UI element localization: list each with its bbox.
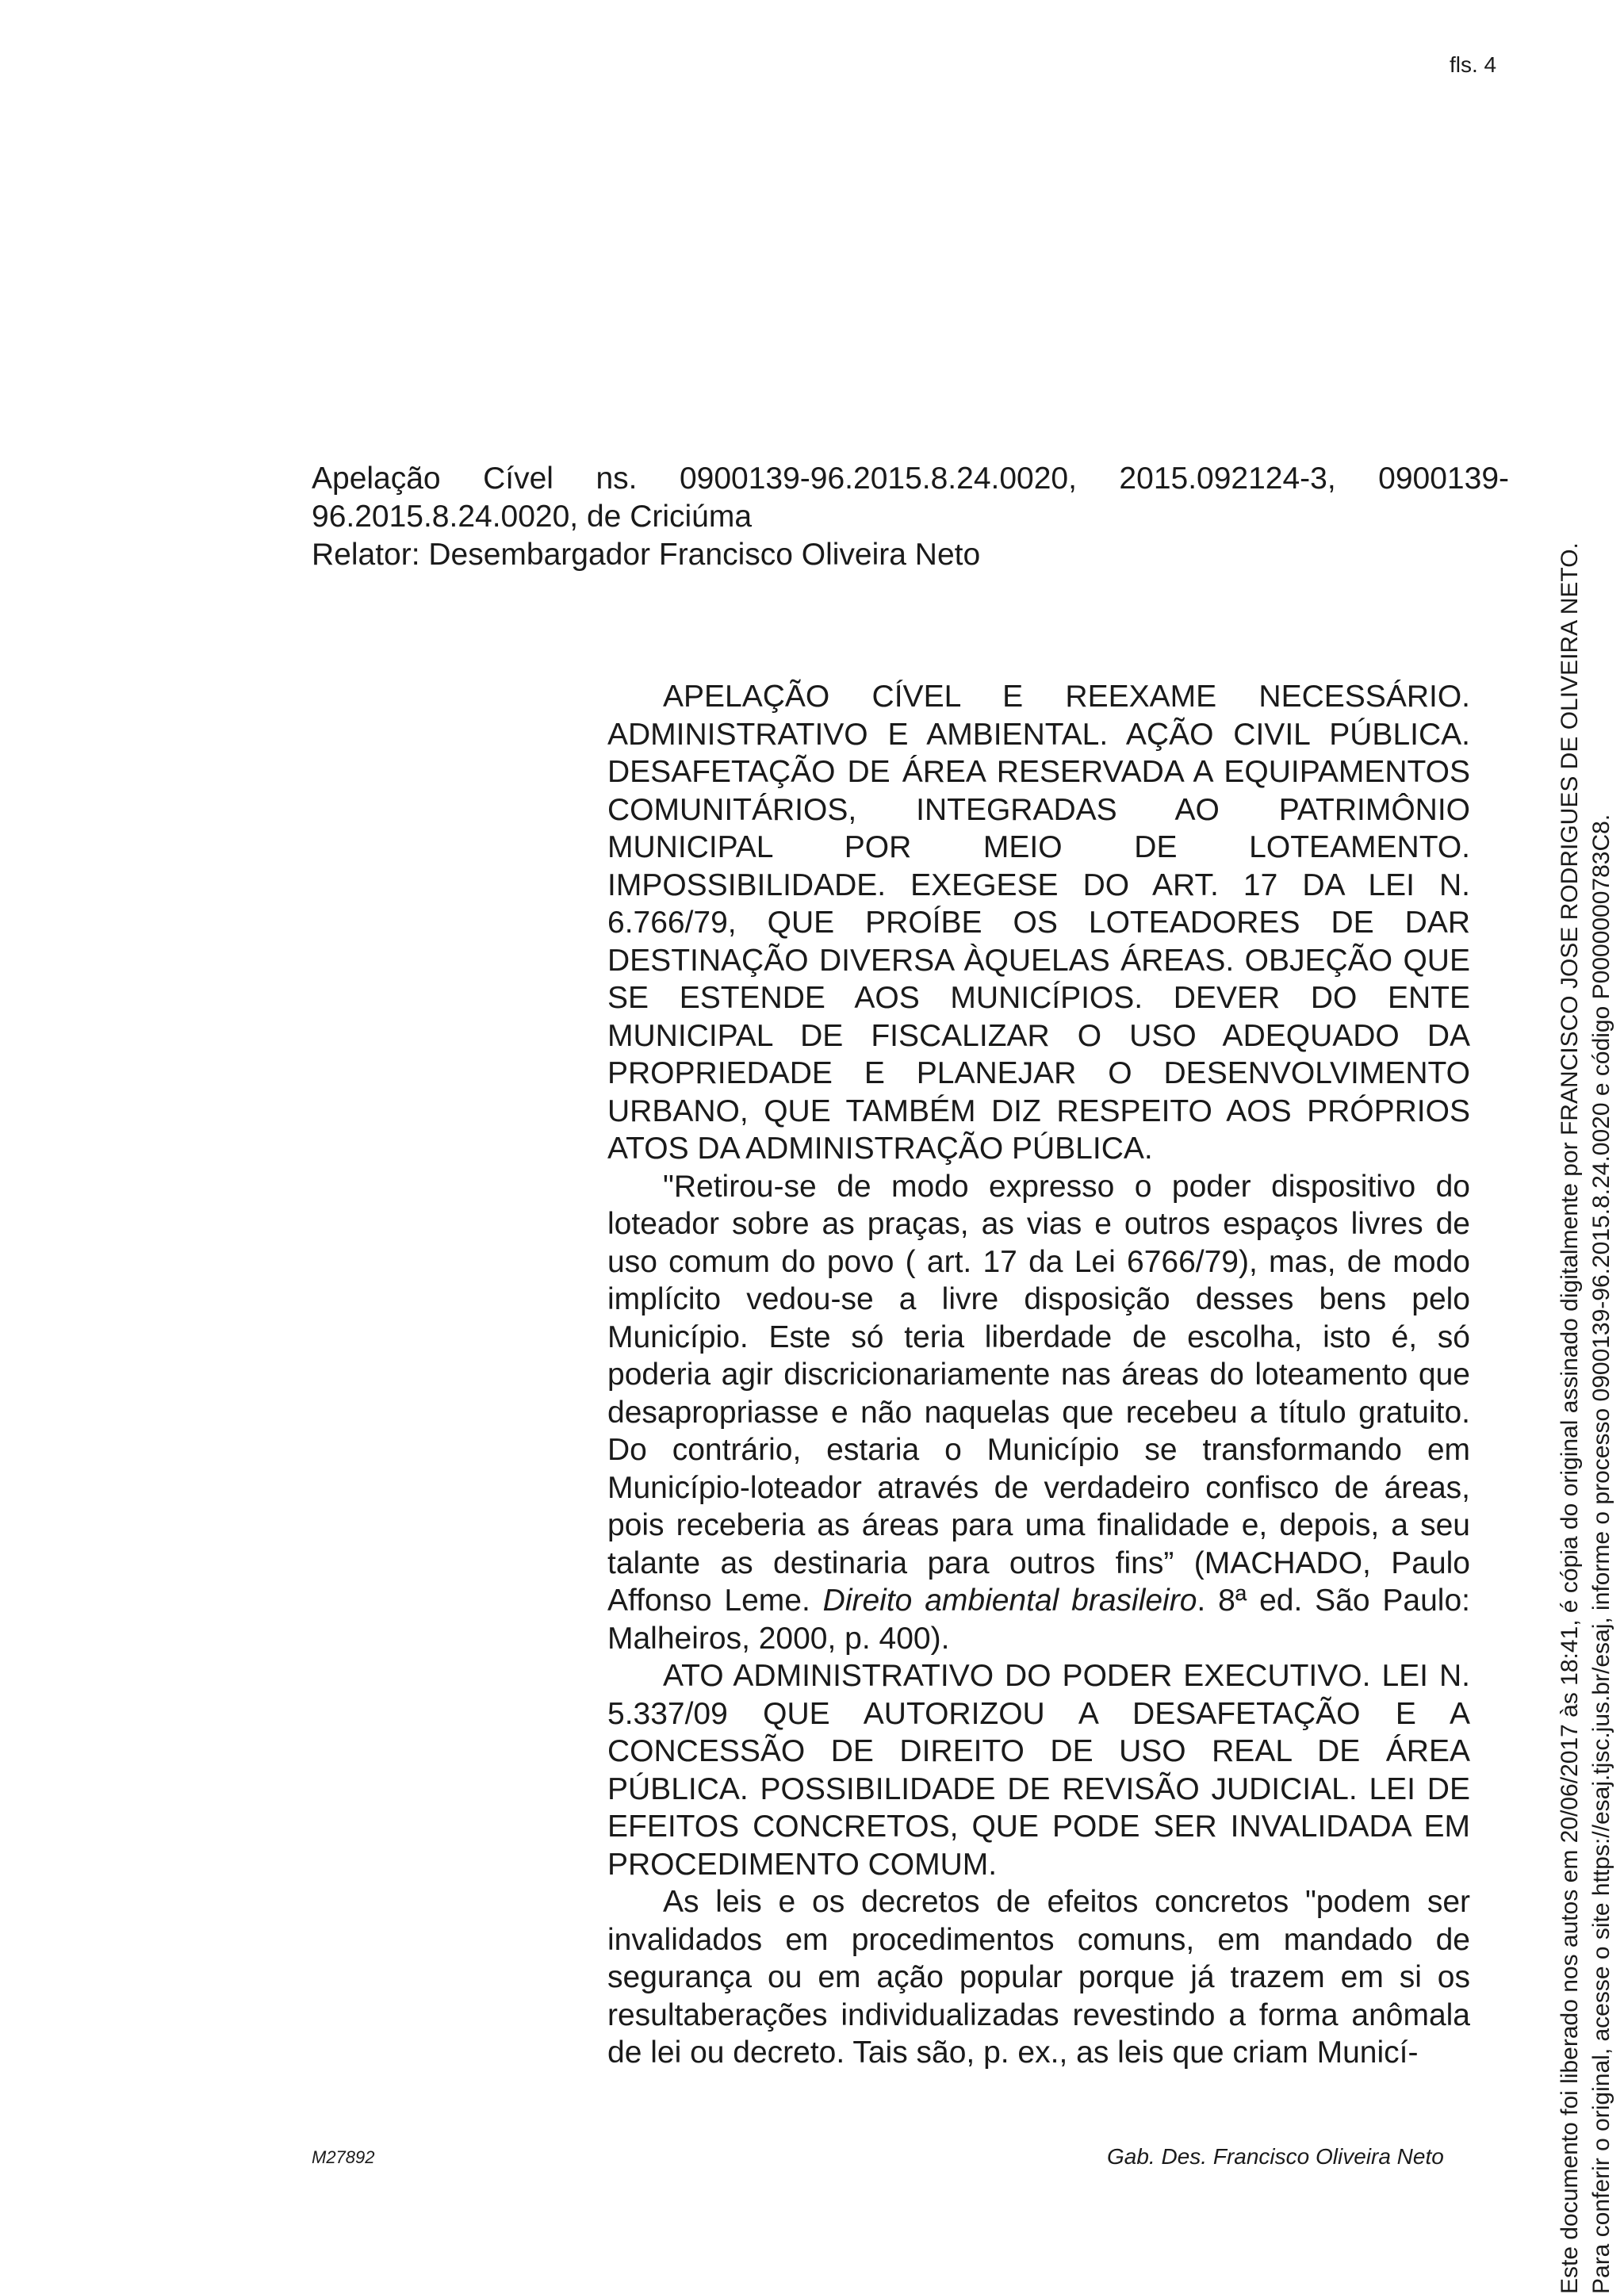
ementa-paragraph-3: ATO ADMINISTRATIVO DO PODER EXECUTIVO. LEI N. 5.337/09 QUE AUTORIZOU A DESAFETAÇÃO E A CONCESSÃO DE DIREITO DE USO REAL DE ÁREA PÚBLICA. POSSIBILIDADE DE REVISÃO JUDICIAL. LEI DE EFEITOS CONCRETOS, QUE PODE SER INVALIDADA EM PROCEDIMENTO COMUM. bbox=[607, 1659, 1470, 1882]
case-header-line-1: Apelação Cível ns. 0900139-96.2015.8.24.0020, 2015.092124-3, 0900139- bbox=[312, 461, 1509, 496]
footer-document-code: M27892 bbox=[312, 2147, 375, 2167]
ementa-paragraph-4: As leis e os decretos de efeitos concretos "podem ser invalidados em procedimentos comuns, em mandado de segurança ou em ação popular porque já trazem em si os resultaberações individualizadas revestindo a forma anômala de lei ou decreto. Tais são, p. ex., as leis que criam Municí- bbox=[607, 1885, 1470, 2070]
signature-line-1: Este documento foi liberado nos autos em 20/06/2017 às 18:41, é cópia do original assinado digitalmente por FRANCISCO JOSE RODRIGUES DE OLIVEIRA NETO. bbox=[1557, 542, 1583, 2294]
case-header-line-2: 96.2015.8.24.0020, de Criciúma bbox=[312, 500, 753, 534]
ementa-paragraph-1: APELAÇÃO CÍVEL E REEXAME NECESSÁRIO. ADMINISTRATIVO E AMBIENTAL. AÇÃO CIVIL PÚBLICA. DESAFETAÇÃO DE ÁREA RESERVADA A EQUIPAMENTOS COMUNITÁRIOS, INTEGRADAS AO PATRIMÔNIO MUNICIPAL POR MEIO DE LOTEAMENTO. IMPOSSIBILIDADE. EXEGESE DO ART. 17 DA LEI N. 6.766/79, QUE PROÍBE OS LOTEADORES DE DAR DESTINAÇÃO DIVERSA ÀQUELAS ÁREAS. OBJEÇÃO QUE SE ESTENDE AOS MUNICÍPIOS. DEVER DO ENTE MUNICIPAL DE FISCALIZAR O USO ADEQUADO DA PROPRIEDADE E PLANEJAR O DESENVOLVIMENTO URBANO, QUE TAMBÉM DIZ RESPEITO AOS PRÓPRIOS ATOS DA ADMINISTRAÇÃO PÚBLICA. bbox=[607, 680, 1470, 1166]
rapporteur-line: Relator: Desembargador Francisco Oliveira Neto bbox=[312, 538, 981, 572]
ementa-body bbox=[607, 678, 1470, 2072]
page-number: fls. 4 bbox=[1450, 52, 1497, 77]
footer-office: Gab. Des. Francisco Oliveira Neto bbox=[1107, 2144, 1444, 2169]
quote-text: "Retirou-se de modo expresso o poder dispositivo do loteador sobre as praças, as vias e outros espaços livres de uso comum do povo ( art. 17 da Lei 6766/79), mas, de modo implícito vedou-se a livre disposição desses bens pelo Município. Este só teria liberdade de escolha, isto é, só poderia agir discricionariamente nas áreas do loteamento que desapropriasse e não naquelas que recebeu a título gratuito. Do contrário, estaria o Município se transformando em Município-loteador através de verdadeiro confisco de áreas, pois receberia as áreas para uma finalidade e, depois, a seu talante as destinaria para outros fins” (MACHADO, Paulo Affonso Leme. bbox=[607, 1169, 1470, 1618]
case-header bbox=[312, 460, 1509, 574]
signature-line-2: Para conferir o original, acesse o site https://esaj.tjsc.jus.br/esaj, informe o processo 0900139-96.2015.8.24.0020 e código P0000000783C8. bbox=[1588, 814, 1614, 2294]
ementa-paragraph-2 bbox=[607, 1168, 1470, 1658]
book-title: Direito ambiental brasileiro bbox=[822, 1584, 1197, 1618]
digital-signature-note bbox=[1554, 470, 1618, 2294]
quote-citation: . 8ª ed. São Paulo: Malheiros, 2000, p. 400). bbox=[607, 1584, 1470, 1656]
